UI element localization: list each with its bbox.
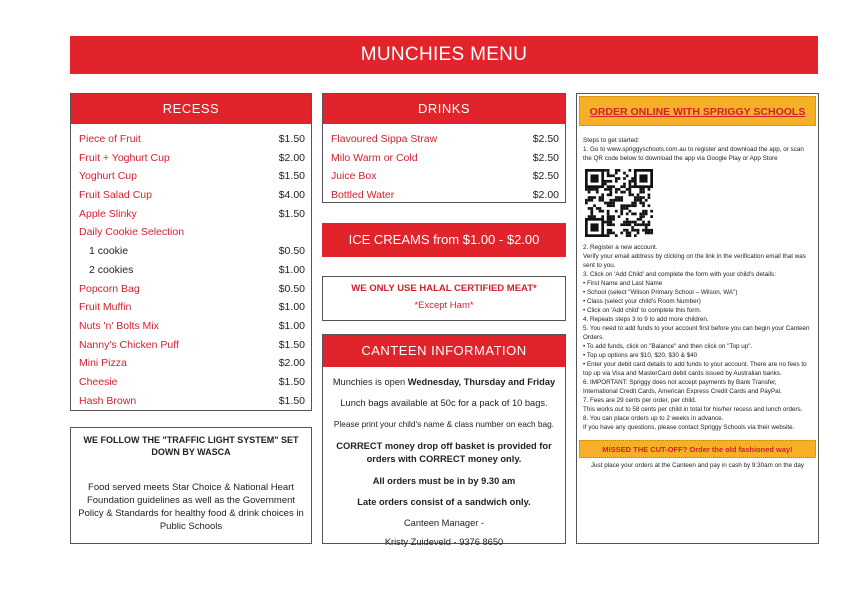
- step-line: 3. Click on 'Add Child' and complete the form with your child's details:: [583, 271, 776, 278]
- menu-item-price: $0.50: [278, 245, 305, 258]
- menu-item-name: Flavoured Sippa Straw: [331, 133, 438, 145]
- menu-item-name: Cheesie: [79, 375, 118, 388]
- menu-item-name: 2 cookies: [89, 263, 134, 276]
- menu-item-price: $2.00: [278, 357, 305, 370]
- step-line: • To add funds, click on "Balance" and then click on "Top up".: [583, 343, 753, 350]
- menu-item: [79, 242, 305, 261]
- step-line: 6. IMPORTANT: Spriggy does not accept payments by Bank Transfer, International Credit Cards, American Express Credit Cards and PayPal.: [583, 379, 782, 395]
- step-line: 5. You need to add funds to your account first before you can begin your Canteen Orders.: [583, 325, 810, 341]
- step-1: 1. Go to www.spriggyschools.com.au to register and download the app, or scan the QR code below to download the app via Google Play or App Store: [583, 146, 804, 162]
- menu-item-price: $2.00: [532, 189, 559, 202]
- menu-item: [79, 223, 305, 242]
- menu-item-price: $0.50: [278, 282, 305, 295]
- menu-item: [331, 149, 559, 168]
- menu-item-name: Fruit Muffin: [79, 301, 132, 314]
- traffic-body: Food served meets Star Choice & National Heart Foundation guidelines as well as the Government Policy & Standards for healthy food & drink choices in Public Schools: [78, 482, 304, 532]
- menu-item-name: Popcorn Bag: [79, 282, 140, 295]
- menu-item-name: Fruit Salad Cup: [79, 189, 152, 202]
- manager-contact: Kristy Zuideveld - 9376 8650: [384, 537, 504, 547]
- ice-cream-banner: ICE CREAMS from $1.00 - $2.00: [322, 223, 566, 257]
- menu-item: [79, 130, 305, 149]
- menu-item: [79, 317, 305, 336]
- menu-item: [79, 149, 305, 168]
- menu-item: [79, 354, 305, 373]
- spriggy-panel: [576, 93, 819, 544]
- step-line: This works out to 58 cents per child in total for his/her recess and lunch orders.: [583, 406, 803, 413]
- step-line: • Class (select your child's Room Number): [583, 298, 701, 305]
- print-name-info: Please print your child's name & class number on each bag.: [333, 419, 555, 429]
- traffic-heading: WE FOLLOW THE "TRAFFIC LIGHT SYSTEM" SET DOWN BY WASCA: [83, 435, 299, 457]
- missed-cutoff-banner: MISSED THE CUT-OFF? Order the old fashioned way!: [579, 440, 816, 458]
- recess-list: [71, 124, 311, 410]
- menu-item: [79, 205, 305, 224]
- menu-item-name: 1 cookie: [89, 245, 129, 258]
- spriggy-footer: Just place your orders at the Canteen and pay in cash by 9:30am on the day: [590, 462, 805, 469]
- menu-item: [79, 392, 305, 411]
- menu-item-price: $1.50: [278, 375, 305, 388]
- menu-item-name: Fruit + Yoghurt Cup: [79, 151, 170, 164]
- menu-item-price: $1.00: [278, 263, 305, 276]
- step-line: 7. Fees are 29 cents per order, per child.: [583, 397, 697, 404]
- spriggy-heading[interactable]: ORDER ONLINE WITH SPRIGGY SCHOOLS: [579, 96, 816, 126]
- menu-item-price: $2.00: [278, 151, 305, 164]
- drinks-heading: DRINKS: [323, 94, 565, 124]
- menu-item-price: $2.50: [532, 170, 559, 183]
- menu-item: [331, 186, 559, 205]
- menu-item-name: Hash Brown: [79, 394, 137, 407]
- menu-item-price: $1.00: [278, 301, 305, 314]
- qr-code-icon[interactable]: [585, 169, 653, 237]
- menu-item: [79, 261, 305, 280]
- menu-item: [79, 336, 305, 355]
- step-line: • School (select "Wilson Primary School – Wilson, WA"): [583, 289, 738, 296]
- menu-item-name: Nuts 'n' Bolts Mix: [79, 319, 159, 332]
- menu-item-price: $4.00: [278, 189, 305, 202]
- menu-item-price: $1.50: [278, 394, 305, 407]
- step-line: • Click on 'Add child' to complete this form.: [583, 307, 702, 314]
- menu-item-price: $1.50: [278, 170, 305, 183]
- step-line: • First Name and Last Name: [583, 280, 663, 287]
- step-line: 4. Repeats steps 3 to 9 to add more children.: [583, 316, 709, 323]
- step-line: 8. You can place orders up to 2 weeks in advance.: [583, 415, 724, 422]
- step-line: • Enter your debit card details to add funds to your account. There are no fees to top up via Visa and MasterCard debit cards issued by Australian banks.: [583, 361, 807, 377]
- steps-list: [583, 243, 812, 432]
- menu-item-price: $1.50: [278, 207, 305, 220]
- steps-intro: Steps to get started:: [583, 137, 640, 144]
- recess-heading: RECESS: [71, 94, 311, 124]
- drinks-list: [323, 124, 565, 205]
- halal-exception: *Except Ham*: [414, 300, 474, 311]
- order-deadline: All orders must be in by 9.30 am: [372, 476, 516, 486]
- step-line: Verify your email address by clicking on the link in the verification email that was sent to you.: [583, 253, 806, 269]
- lunch-bags-info: Lunch bags available at 50c for a pack of 10 bags.: [340, 398, 548, 408]
- step-line: 2. Register a new account.: [583, 244, 658, 251]
- canteen-heading: CANTEEN INFORMATION: [323, 335, 565, 367]
- menu-item-name: Bottled Water: [331, 189, 395, 202]
- opening-days: Munchies is open Wednesday, Thursday and Friday: [332, 377, 556, 387]
- menu-item-name: Mini Pizza: [79, 357, 127, 370]
- menu-item-name: Apple Slinky: [79, 207, 137, 220]
- correct-money-info: CORRECT money drop off basket is provided for orders with CORRECT money only.: [336, 441, 552, 464]
- halal-line: WE ONLY USE HALAL CERTIFIED MEAT*: [351, 283, 537, 294]
- menu-item-name: Juice Box: [331, 170, 377, 183]
- menu-item-name: Piece of Fruit: [79, 133, 141, 145]
- menu-item-price: $2.50: [532, 151, 559, 164]
- menu-item-price: $1.50: [278, 133, 305, 145]
- step-line: If you have any questions, please contact Spriggy Schools via their website.: [583, 424, 795, 431]
- traffic-light-panel: [70, 427, 312, 544]
- menu-item-name: Yoghurt Cup: [79, 170, 137, 183]
- menu-item: [331, 167, 559, 186]
- step-line: • Top up options are $10, $20, $30 & $40: [583, 352, 698, 359]
- drinks-panel: [322, 93, 566, 203]
- menu-item: [79, 280, 305, 299]
- page-title: MUNCHIES MENU: [70, 36, 818, 74]
- menu-item-name: Daily Cookie Selection: [79, 226, 185, 239]
- menu-item: [79, 186, 305, 205]
- menu-item: [79, 167, 305, 186]
- halal-notice: [322, 276, 566, 321]
- menu-item-name: Nanny's Chicken Puff: [79, 338, 179, 351]
- menu-item: [79, 298, 305, 317]
- menu-item: [331, 130, 559, 149]
- menu-item-name: Milo Warm or Cold: [331, 151, 418, 164]
- menu-item-price: $2.50: [532, 133, 559, 145]
- recess-panel: [70, 93, 312, 411]
- late-orders-info: Late orders consist of a sandwich only.: [357, 497, 531, 507]
- menu-item-price: $1.00: [278, 319, 305, 332]
- canteen-info-panel: [322, 334, 566, 547]
- menu-item-price: $1.50: [278, 338, 305, 351]
- menu-item: [79, 373, 305, 392]
- manager-label: Canteen Manager -: [403, 518, 485, 528]
